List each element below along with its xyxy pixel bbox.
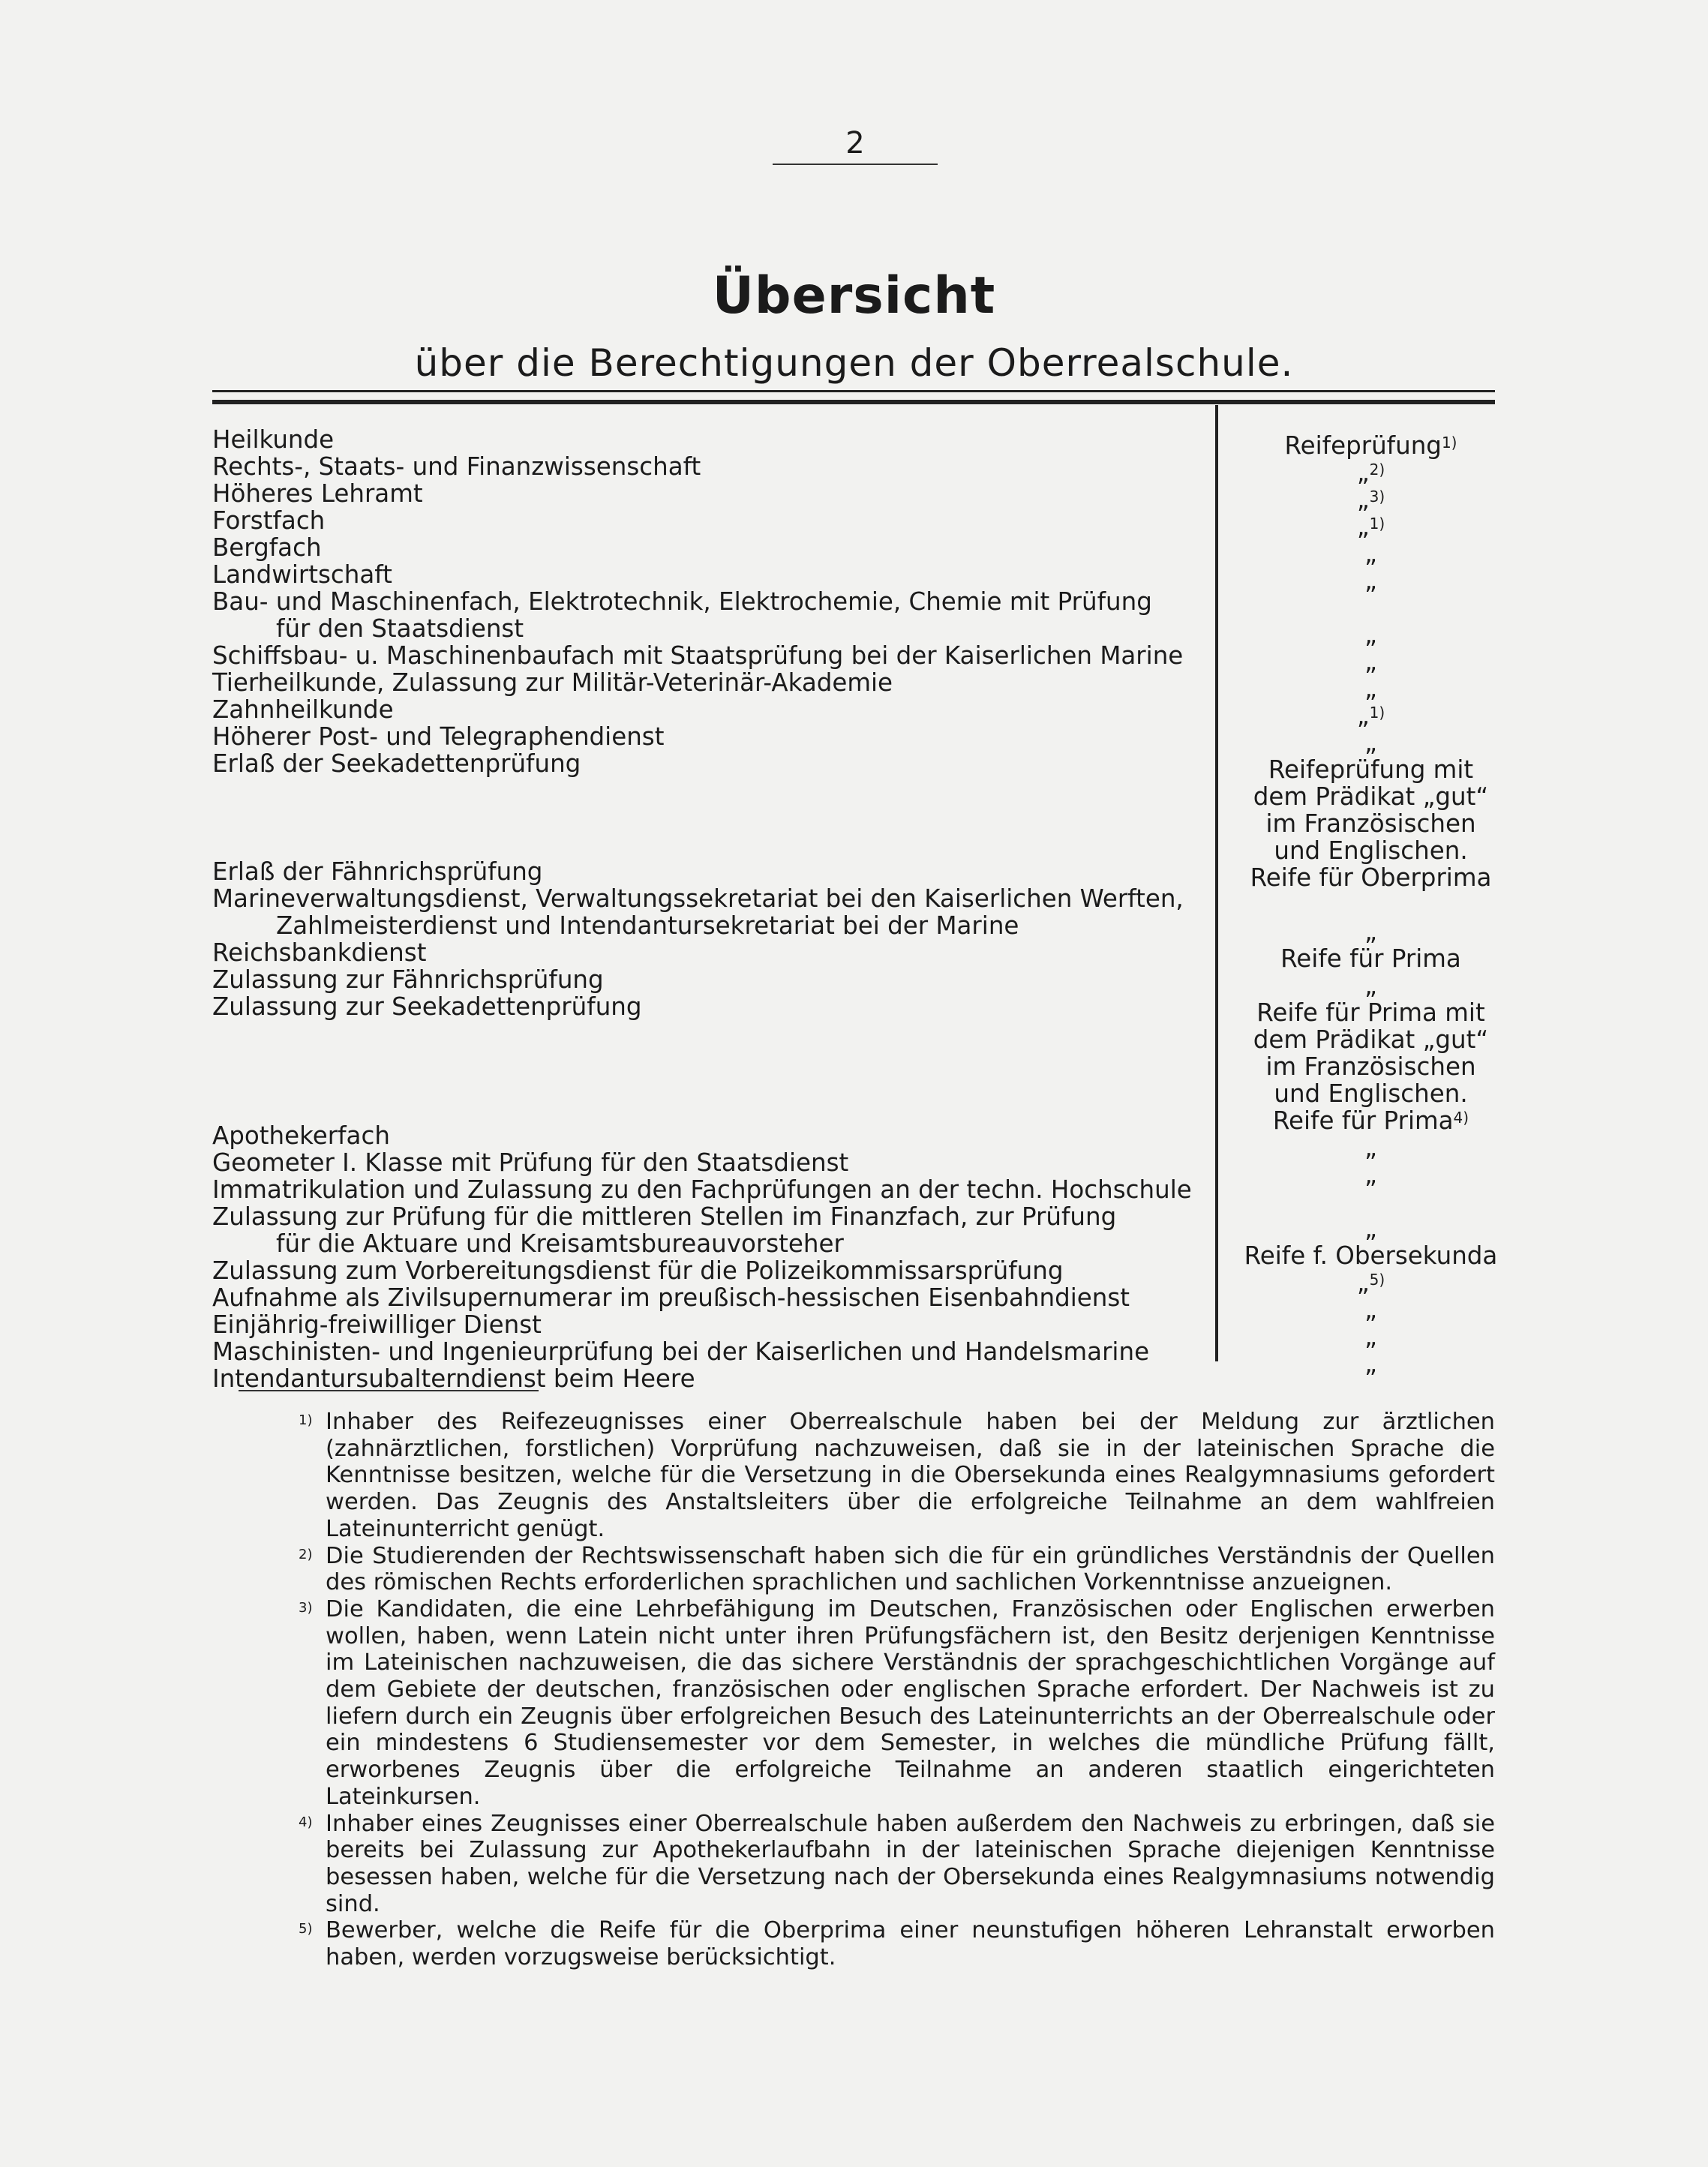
requirement-ditto: „	[1364, 620, 1377, 649]
footnote-rule	[239, 1390, 539, 1391]
footnote	[299, 1811, 1495, 1918]
requirement-item: Reife für Prima$^{4)}$	[1272, 1106, 1469, 1135]
requirement-ditto: „$^{1)}$	[1356, 701, 1385, 730]
requirement-item-continuation: im Französischen	[1265, 809, 1476, 838]
requirement-item-continuation: im Französischen	[1265, 1052, 1476, 1081]
footnote-text: Die Studierenden der Rechtswissenschaft haben sich die für ein gründliches Verständnis der Quellen des römischen Rechts erforderlichen sprachlichen und sachlichen Vorkenntnisse anzueignen.	[326, 1542, 1495, 1596]
requirement-item: Reife für Prima	[1280, 944, 1461, 973]
footnote	[299, 1917, 1495, 1970]
requirement-ditto: „$^{3)}$	[1356, 485, 1385, 514]
entitlement-group-2	[212, 858, 1210, 1020]
entitlement-item: Zulassung zur Prüfung für die mittleren Stellen im Finanzfach, zur Prüfung	[212, 1202, 1117, 1231]
footnote	[299, 1409, 1495, 1543]
footnote-ref: 1)	[1369, 704, 1385, 722]
footnote-ref: 1)	[1441, 434, 1457, 452]
entitlement-item: Bergfach	[212, 533, 322, 562]
footnote-ref: 5)	[1369, 1271, 1385, 1289]
entitlement-item-continuation: für den Staatsdienst	[276, 614, 524, 643]
requirement-ditto: „	[1364, 539, 1377, 568]
footnote	[299, 1596, 1495, 1811]
requirement-ditto: „	[1364, 647, 1377, 676]
footnote-mark: 3)	[299, 1599, 313, 1616]
entitlement-item: Maschinisten- und Ingenieurprüfung bei der Kaiserlichen und Handelsmarine	[212, 1337, 1150, 1366]
requirement-ditto: „	[1364, 674, 1377, 703]
requirement-ditto: „	[1364, 971, 1377, 1000]
requirement-group-2	[1238, 864, 1504, 1107]
requirement-ditto: „	[1364, 1133, 1377, 1162]
requirement-item-continuation: dem Prädikat „gut“	[1253, 1025, 1489, 1054]
entitlement-item: Erlaß der Fähnrichsprüfung	[212, 857, 543, 886]
footnote-ref: 2)	[1369, 461, 1385, 479]
requirements-column	[1238, 432, 1504, 1377]
entitlement-item: Rechts-, Staats- und Finanzwissenschaft	[212, 452, 701, 481]
footnote	[299, 1543, 1495, 1596]
entitlement-item: Zahnheilkunde	[212, 695, 394, 724]
footnote-text: Bewerber, welche die Reife für die Oberprima einer neunstufigen höheren Lehranstalt erworben haben, werden vorzugsweise berücksichtigt.	[326, 1917, 1495, 1971]
entitlement-item: Immatrikulation und Zulassung zu den Fachprüfungen an der techn. Hochschule	[212, 1175, 1192, 1204]
title-double-rule	[212, 390, 1495, 404]
entitlement-item: Landwirtschaft	[212, 560, 392, 589]
footnote-text: Inhaber eines Zeugnisses einer Oberrealschule haben außerdem den Nachweis zu erbringen, daß sie bereits bei Zulassung zur Apothekerlaufbahn in der lateinischen Sprache diejenigen Kenntnisse besessen haben, welche für die Versetzung nach der Obersekunda eines Realgymnasiums notwendig sind.	[326, 1810, 1495, 1917]
requirement-ditto: „$^{2)}$	[1356, 458, 1385, 487]
requirement-ditto: „	[1364, 917, 1377, 946]
entitlement-item-continuation: für die Aktuare und Kreisamtsbureauvorsteher	[276, 1229, 844, 1258]
entitlement-item: Geometer I. Klasse mit Prüfung für den Staatsdienst	[212, 1148, 849, 1177]
requirement-item: Reife für Prima mit	[1256, 998, 1485, 1027]
entitlement-item: Marineverwaltungsdienst, Verwaltungssekretariat bei den Kaiserlichen Werften,	[212, 884, 1184, 913]
page-subtitle: über die Berechtigungen der Oberrealschule.	[414, 341, 1294, 385]
column-divider	[1215, 405, 1218, 1361]
requirement-ditto: „$^{5)}$	[1356, 1268, 1385, 1297]
entitlement-item: Bau- und Maschinenfach, Elektrotechnik, Elektrochemie, Chemie mit Prüfung	[212, 587, 1152, 616]
footnote-mark: 2)	[299, 1546, 313, 1562]
entitlement-group-1	[212, 426, 1210, 777]
requirement-item-continuation: und Englischen.	[1274, 836, 1468, 865]
entitlement-item: Forstfach	[212, 506, 326, 535]
entitlement-item: Reichsbankdienst	[212, 938, 427, 967]
requirement-group-3	[1238, 1107, 1504, 1377]
footnote-mark: 5)	[299, 1921, 313, 1937]
requirement-item-continuation: und Englischen.	[1274, 1079, 1468, 1108]
footnote-ref: 3)	[1369, 488, 1385, 506]
requirement-item: Reifeprüfung$^{1)}$	[1284, 431, 1457, 460]
requirement-item: Reife f. Obersekunda	[1244, 1241, 1498, 1270]
footnotes	[299, 1409, 1495, 1971]
requirement-ditto: „	[1364, 566, 1377, 595]
entitlement-item: Erlaß der Seekadettenprüfung	[212, 749, 581, 778]
entitlement-item: Heilkunde	[212, 425, 335, 454]
entitlement-item: Zulassung zum Vorbereitungsdienst für die Polizeikommissarsprüfung	[212, 1256, 1064, 1285]
entitlement-item: Höherer Post- und Telegraphendienst	[212, 722, 665, 751]
requirement-ditto: „	[1364, 1160, 1377, 1189]
footnote-mark: 4)	[299, 1814, 313, 1830]
entitlement-item: Zulassung zur Fähnrichsprüfung	[212, 965, 604, 994]
requirement-group-1	[1238, 432, 1504, 864]
entitlement-item: Zulassung zur Seekadettenprüfung	[212, 992, 642, 1021]
entitlement-item: Schiffsbau- u. Maschinenbaufach mit Staatsprüfung bei der Kaiserlichen Marine	[212, 641, 1184, 670]
requirement-item-continuation: dem Prädikat „gut“	[1253, 782, 1489, 811]
entitlement-item: Einjährig-freiwilliger Dienst	[212, 1310, 542, 1339]
requirement-item: Reifeprüfung mit	[1268, 755, 1474, 784]
entitlement-group-3	[212, 1122, 1210, 1392]
entitlement-item: Tierheilkunde, Zulassung zur Militär-Veterinär-Akademie	[212, 668, 893, 697]
requirement-ditto: „	[1364, 1349, 1377, 1378]
requirement-ditto: „	[1364, 1214, 1377, 1243]
footnote-ref: 1)	[1369, 515, 1385, 533]
requirement-ditto: „	[1364, 1322, 1377, 1351]
entitlement-item: Aufnahme als Zivilsupernumerar im preußisch-hessischen Eisenbahndienst	[212, 1283, 1130, 1312]
requirement-ditto: „$^{1)}$	[1356, 512, 1385, 541]
footnote-text: Die Kandidaten, die eine Lehrbefähigung im Deutschen, Französischen oder Englischen erwerben wollen, haben, wenn Latein nicht unter ihren Prüfungsfächern ist, den Besitz derjenigen Kenntnisse im Lateinischen nachzuweisen, die das sichere Verständnis der sprachgeschichtlichen Vorgänge auf dem Gebiete der deutschen, französischen oder englischen Sprache erfordert. Der Nachweis ist zu liefern durch ein Zeugnis über erfolgreichen Besuch des Lateinunterrichts an der Oberrealschule oder ein mindestens 6 Studiensemester vor dem Semester, in welches die mündliche Prüfung fällt, erworbenes Zeugnis über die erfolgreiche Teilnahme an anderen staatlich eingerichteten Lateinkursen.	[326, 1595, 1495, 1810]
entitlement-item: Höheres Lehramt	[212, 479, 423, 508]
page-number: 2	[845, 126, 865, 161]
entitlement-item: Intendantursubalterndienst beim Heere	[212, 1364, 695, 1393]
page-title: Übersicht	[712, 266, 996, 326]
requirement-item: Reife für Oberprima	[1250, 863, 1492, 892]
footnote-mark: 1)	[299, 1412, 313, 1428]
entitlement-item-continuation: Zahlmeisterdienst und Intendantursekretariat bei der Marine	[276, 911, 1019, 940]
footnote-ref: 4)	[1453, 1109, 1469, 1127]
requirement-ditto: „	[1364, 728, 1377, 757]
entitlement-item: Apothekerfach	[212, 1121, 390, 1150]
entitlements-column	[212, 426, 1210, 1392]
footnote-text: Inhaber des Reifezeugnisses einer Oberrealschule haben bei der Meldung zur ärztlichen (zahnärztlichen, forstlichen) Vorprüfung nachzuweisen, daß sie in der lateinischen Sprache die Kenntnisse besitzen, welche für die Versetzung in die Obersekunda eines Realgymnasiums gefordert werden. Das Zeugnis des Anstaltsleiters über die erfolgreiche Teilnahme an dem wahlfreien Lateinunterricht genügt.	[326, 1409, 1495, 1542]
requirement-ditto: „	[1364, 1295, 1377, 1324]
page-number-rule	[773, 164, 938, 165]
